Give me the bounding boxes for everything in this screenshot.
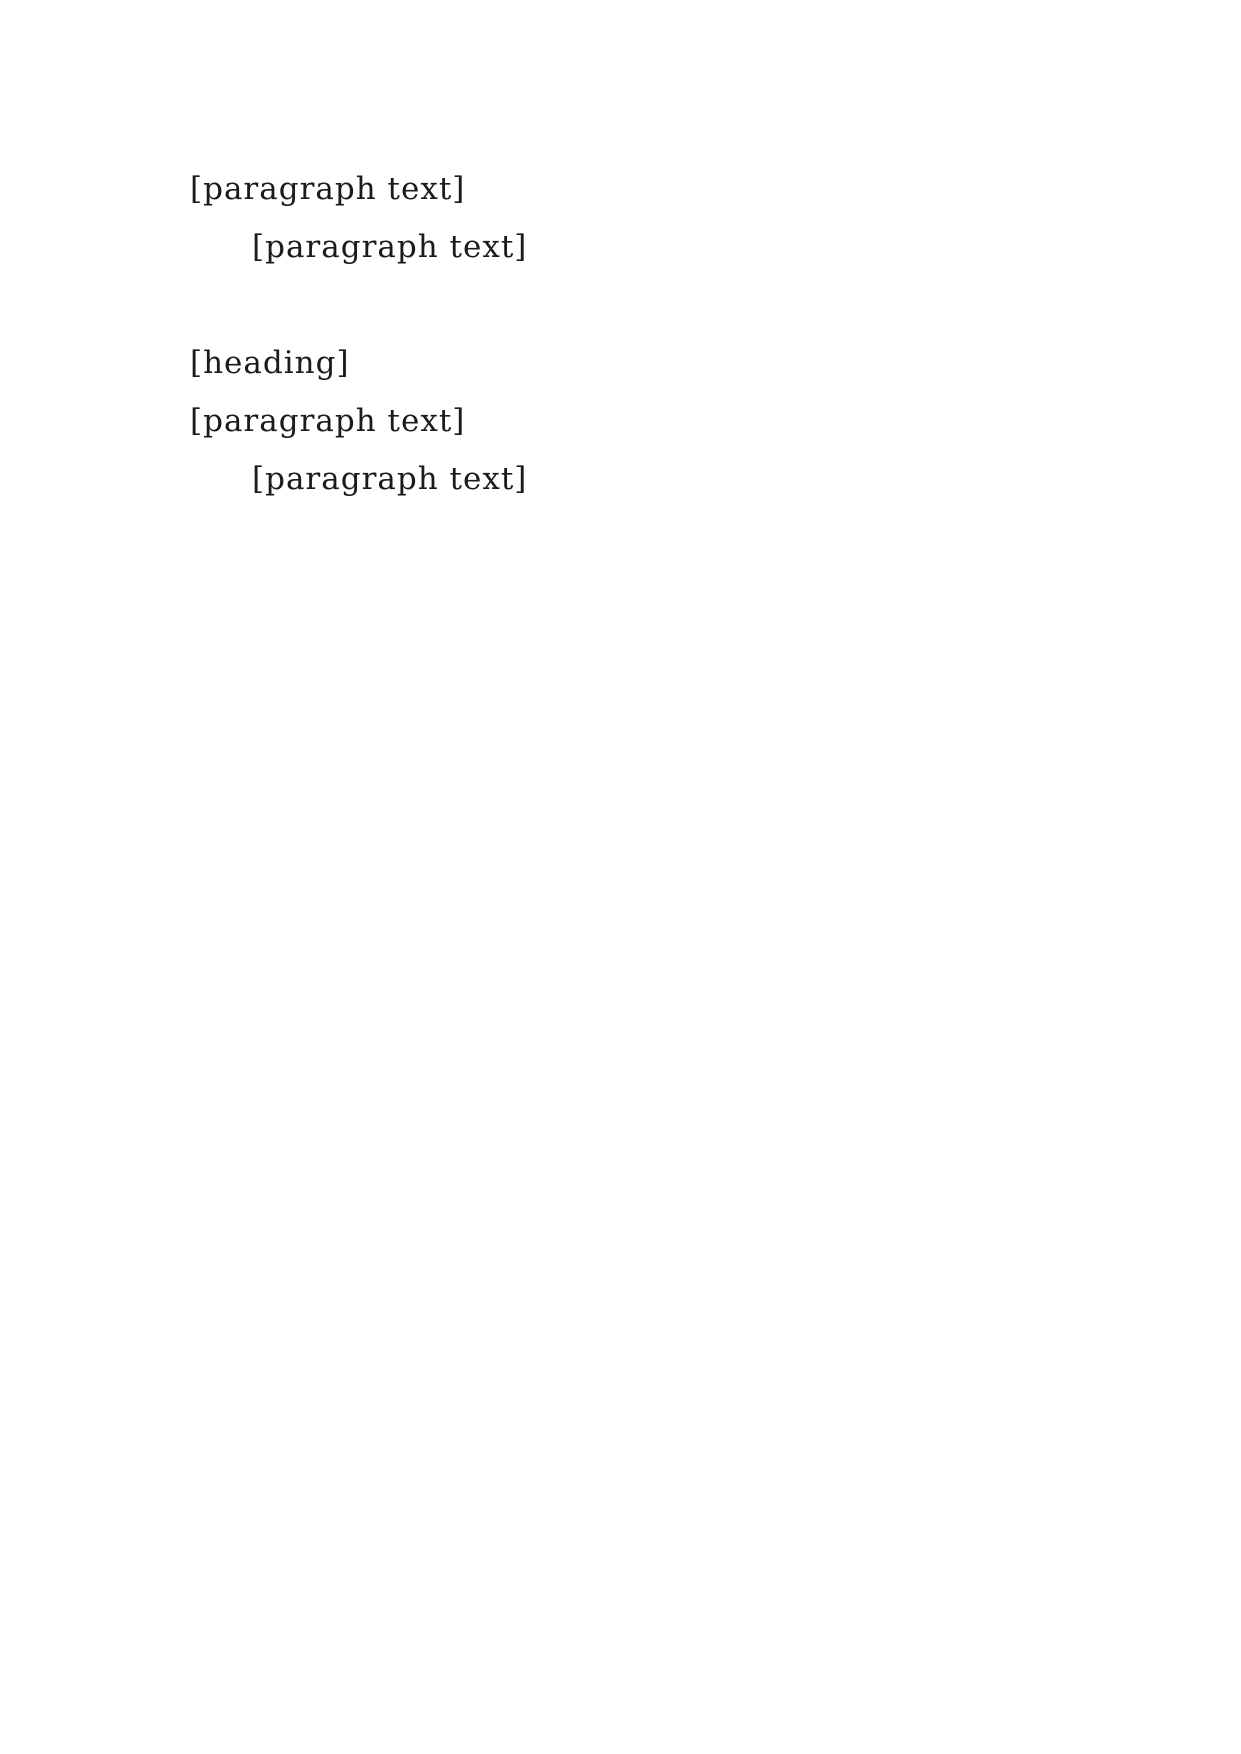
section-heading: [heading] <box>190 345 350 381</box>
paragraph-continued: [paragraph text] <box>190 171 466 207</box>
paragraph-indented: [paragraph text] <box>252 229 528 265</box>
document-body <box>190 160 1060 508</box>
salutation-line: [paragraph text] <box>190 403 466 439</box>
section-spacer <box>190 276 1060 334</box>
paragraph-indented: [paragraph text] <box>252 461 528 497</box>
